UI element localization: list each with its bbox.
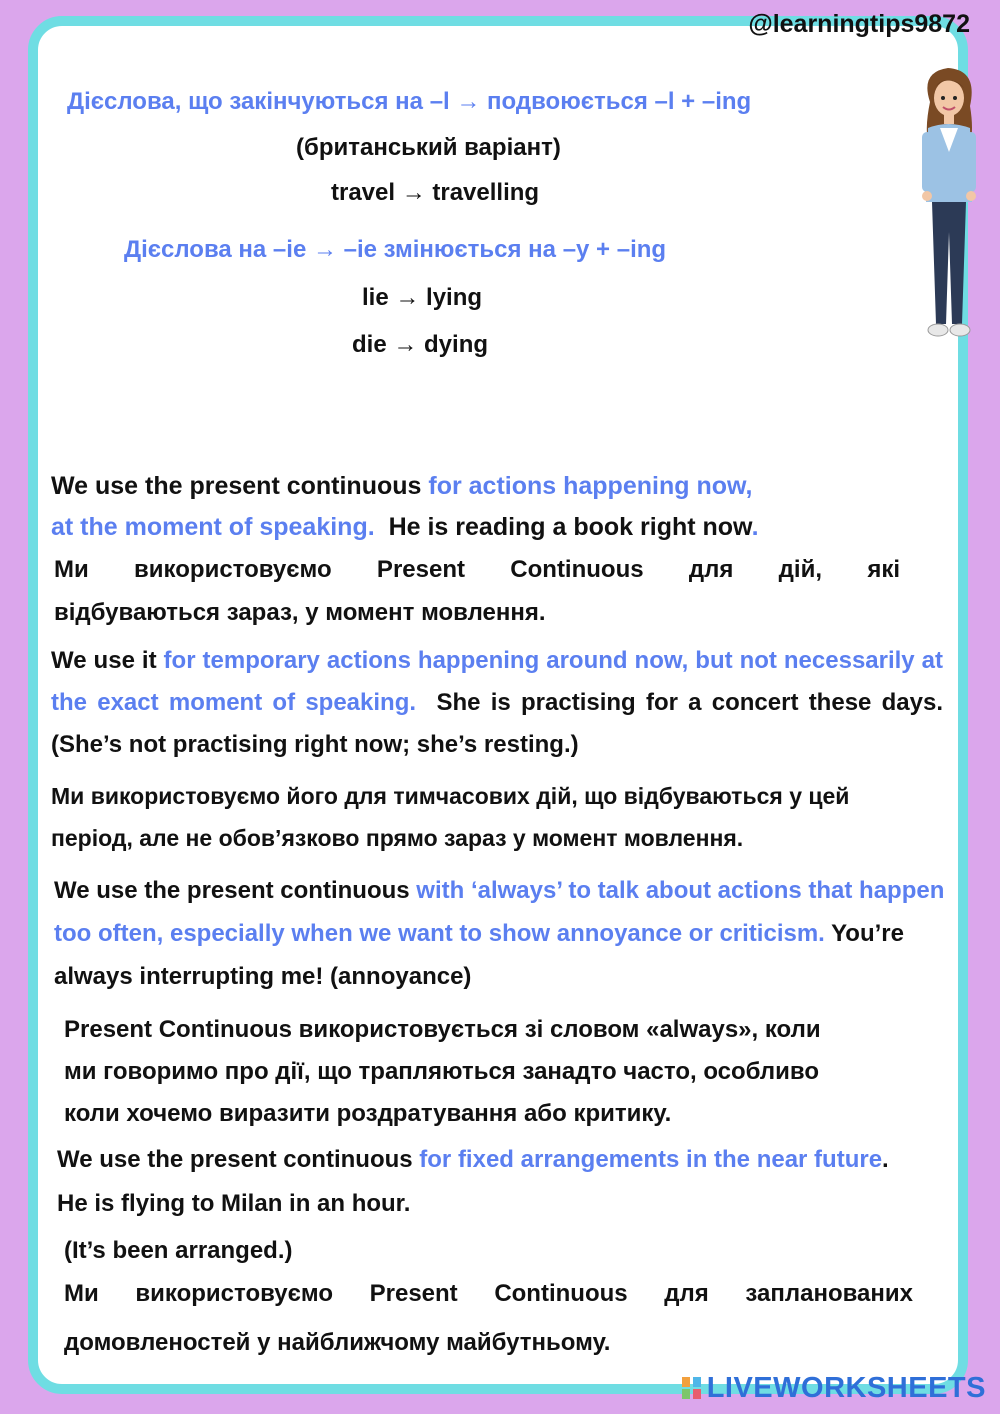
use3-ua-line1: Present Continuous використовується зі словом «always», коли <box>64 1016 821 1043</box>
rule-l-example: travel → travelling <box>331 179 540 206</box>
use4-ua-line1: Ми використовуємо Present Continuous для запланованих <box>64 1280 913 1307</box>
use4-ua-line2: домовленостей у найближчому майбутньому. <box>64 1329 611 1356</box>
rule-ie-heading: Дієслова на –ie → –ie змінюється на –y + –ing <box>124 236 667 263</box>
use4-en-note: (It’s been arranged.) <box>64 1237 293 1264</box>
liveworksheets-logo <box>681 1370 986 1406</box>
rule-l-note: (британський варіант) <box>296 134 561 161</box>
liveworksheets-mark-icon <box>681 1375 703 1401</box>
use4-en-paragraph: We use the present continuous for fixed arrangements in the near future. He is flying to Milan in an hour. <box>57 1146 889 1217</box>
use3-ua-line2: ми говоримо про дії, що трапляються занадто часто, особливо <box>64 1058 820 1085</box>
use3-ua-line3: коли хочемо виразити роздратування або критику. <box>64 1100 672 1127</box>
rule-ie-example-die: die → dying <box>352 331 489 358</box>
use2-ua-line1: Ми використовуємо його для тимчасових дій, що відбуваються у цей <box>51 783 850 809</box>
rule-l-heading: Дієслова, що закінчуються на –l → подвоюється –l + –ing <box>67 88 752 115</box>
use1-ua-line2: відбуваються зараз, у момент мовлення. <box>54 599 546 626</box>
use1-en-line2: at the moment of speaking. He is reading a book right now. <box>51 513 759 541</box>
use2-ua-line2: період, але не обов’язково прямо зараз у момент мовлення. <box>51 825 744 851</box>
use3-en-paragraph: We use the present continuous with ‘always’ to talk about actions that happen too often, especially when we want to show annoyance or criticism. You’re always interrupting me! (annoyance) <box>54 877 945 990</box>
use1-ua-line1: Ми використовуємо Present Continuous для дій, які <box>54 556 900 583</box>
use2-en-paragraph: We use it for temporary actions happening around now, but not necessarily at the exact moment of speaking. She is practising for a concert these days. (She’s not practising right now; she’s resting.) <box>51 647 943 758</box>
author-handle: @learningtips9872 <box>748 10 970 38</box>
use1-en-line1: We use the present continuous for actions happening now, <box>51 472 753 500</box>
teacher-illustration <box>900 62 996 352</box>
rule-ie-example-lie: lie → lying <box>362 284 483 311</box>
liveworksheets-brand-text: LIVEWORKSHEETS <box>706 1371 986 1404</box>
